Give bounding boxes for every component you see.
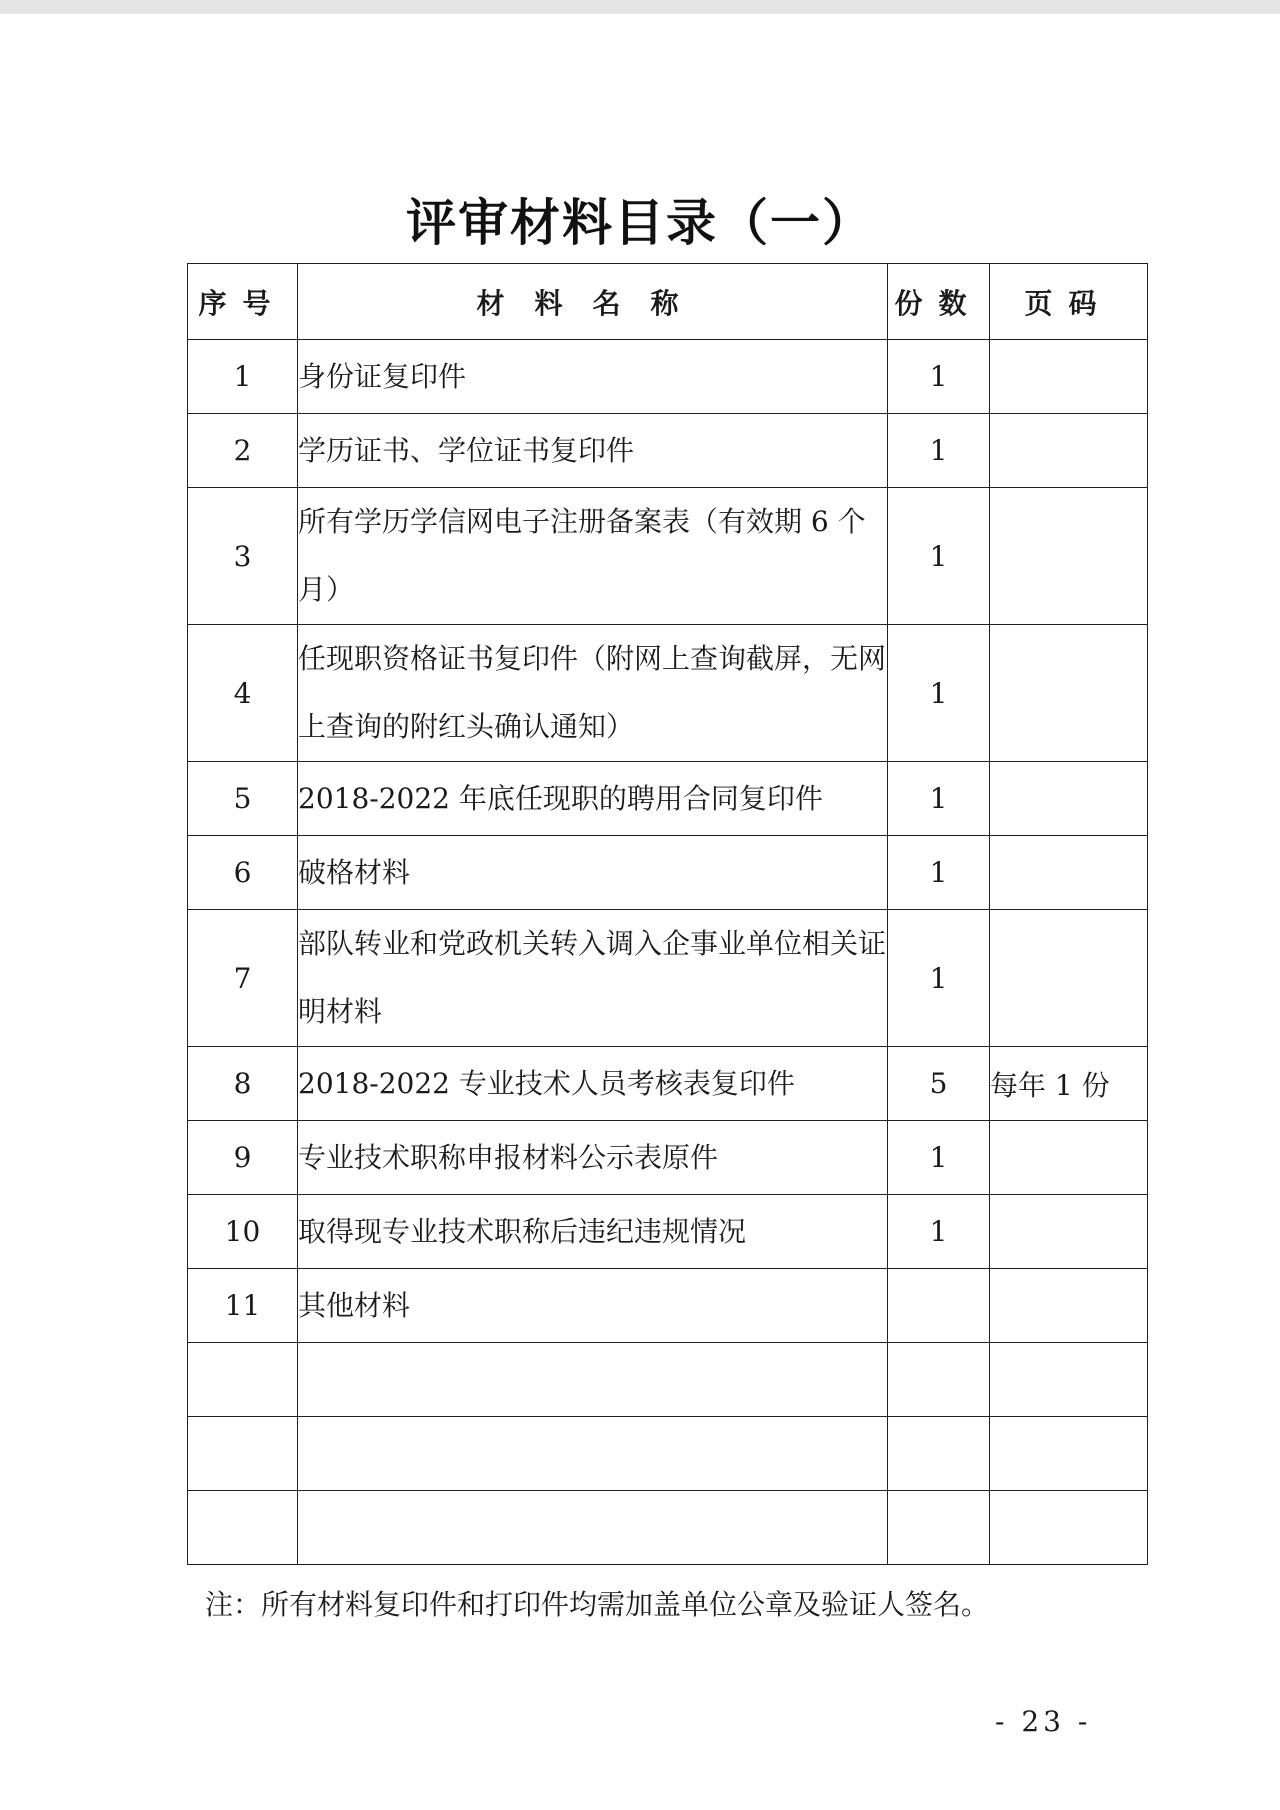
row-page: 每年 1 份 bbox=[990, 1047, 1148, 1121]
row-page bbox=[990, 836, 1148, 910]
page-number: - 23 - bbox=[995, 1705, 1092, 1738]
row-page bbox=[990, 1417, 1148, 1491]
row-copies: 1 bbox=[888, 340, 990, 414]
row-copies: 1 bbox=[888, 836, 990, 910]
row-name: 专业技术职称申报材料公示表原件 bbox=[298, 1121, 888, 1195]
header-copies: 份数 bbox=[888, 264, 990, 340]
table-row bbox=[188, 1491, 1148, 1565]
row-name: 任现职资格证书复印件（附网上查询截屏，无网上查询的附红头确认通知） bbox=[298, 625, 888, 762]
row-name bbox=[298, 1417, 888, 1491]
row-num: 4 bbox=[188, 625, 298, 762]
table-header-row bbox=[188, 264, 1148, 340]
table-row bbox=[188, 910, 1148, 1047]
row-name: 身份证复印件 bbox=[298, 340, 888, 414]
row-num bbox=[188, 1343, 298, 1417]
row-name: 所有学历学信网电子注册备案表（有效期 6 个月） bbox=[298, 488, 888, 625]
table-row bbox=[188, 1343, 1148, 1417]
row-num bbox=[188, 1417, 298, 1491]
table-row bbox=[188, 1047, 1148, 1121]
row-num: 8 bbox=[188, 1047, 298, 1121]
row-page bbox=[990, 340, 1148, 414]
row-name: 其他材料 bbox=[298, 1269, 888, 1343]
table-row bbox=[188, 1121, 1148, 1195]
table-row bbox=[188, 340, 1148, 414]
table-row bbox=[188, 762, 1148, 836]
row-num: 2 bbox=[188, 414, 298, 488]
table-row bbox=[188, 488, 1148, 625]
row-name: 2018-2022 专业技术人员考核表复印件 bbox=[298, 1047, 888, 1121]
row-name: 破格材料 bbox=[298, 836, 888, 910]
row-copies: 5 bbox=[888, 1047, 990, 1121]
row-page bbox=[990, 414, 1148, 488]
row-name: 学历证书、学位证书复印件 bbox=[298, 414, 888, 488]
row-copies bbox=[888, 1491, 990, 1565]
footnote: 注：所有材料复印件和打印件均需加盖单位公章及验证人签名。 bbox=[205, 1588, 990, 1621]
table-row bbox=[188, 1417, 1148, 1491]
row-page bbox=[990, 625, 1148, 762]
row-page bbox=[990, 1121, 1148, 1195]
row-num bbox=[188, 1491, 298, 1565]
row-page bbox=[990, 1269, 1148, 1343]
row-num: 1 bbox=[188, 340, 298, 414]
table-row bbox=[188, 1195, 1148, 1269]
row-page bbox=[990, 762, 1148, 836]
table-row bbox=[188, 836, 1148, 910]
table-row bbox=[188, 414, 1148, 488]
row-name bbox=[298, 1491, 888, 1565]
row-name: 2018-2022 年底任现职的聘用合同复印件 bbox=[298, 762, 888, 836]
row-page bbox=[990, 1195, 1148, 1269]
document-title: 评审材料目录（一） bbox=[406, 193, 874, 252]
row-copies: 1 bbox=[888, 488, 990, 625]
row-page bbox=[990, 1491, 1148, 1565]
header-num: 序号 bbox=[188, 264, 298, 340]
row-num: 7 bbox=[188, 910, 298, 1047]
row-copies: 1 bbox=[888, 762, 990, 836]
row-num: 6 bbox=[188, 836, 298, 910]
row-name: 取得现专业技术职称后违纪违规情况 bbox=[298, 1195, 888, 1269]
row-copies: 1 bbox=[888, 1121, 990, 1195]
materials-table bbox=[187, 263, 1148, 1565]
row-copies: 1 bbox=[888, 625, 990, 762]
row-num: 5 bbox=[188, 762, 298, 836]
scan-edge bbox=[0, 0, 1280, 14]
row-copies: 1 bbox=[888, 910, 990, 1047]
row-copies: 1 bbox=[888, 1195, 990, 1269]
row-num: 9 bbox=[188, 1121, 298, 1195]
row-copies bbox=[888, 1417, 990, 1491]
row-copies bbox=[888, 1343, 990, 1417]
row-num: 11 bbox=[188, 1269, 298, 1343]
header-name: 材料名称 bbox=[298, 264, 888, 340]
table-row bbox=[188, 1269, 1148, 1343]
header-page: 页码 bbox=[990, 264, 1148, 340]
row-copies: 1 bbox=[888, 414, 990, 488]
row-page bbox=[990, 488, 1148, 625]
table-row bbox=[188, 625, 1148, 762]
row-num: 3 bbox=[188, 488, 298, 625]
row-name: 部队转业和党政机关转入调入企事业单位相关证明材料 bbox=[298, 910, 888, 1047]
row-num: 10 bbox=[188, 1195, 298, 1269]
row-page bbox=[990, 1343, 1148, 1417]
row-copies bbox=[888, 1269, 990, 1343]
row-name bbox=[298, 1343, 888, 1417]
row-page bbox=[990, 910, 1148, 1047]
